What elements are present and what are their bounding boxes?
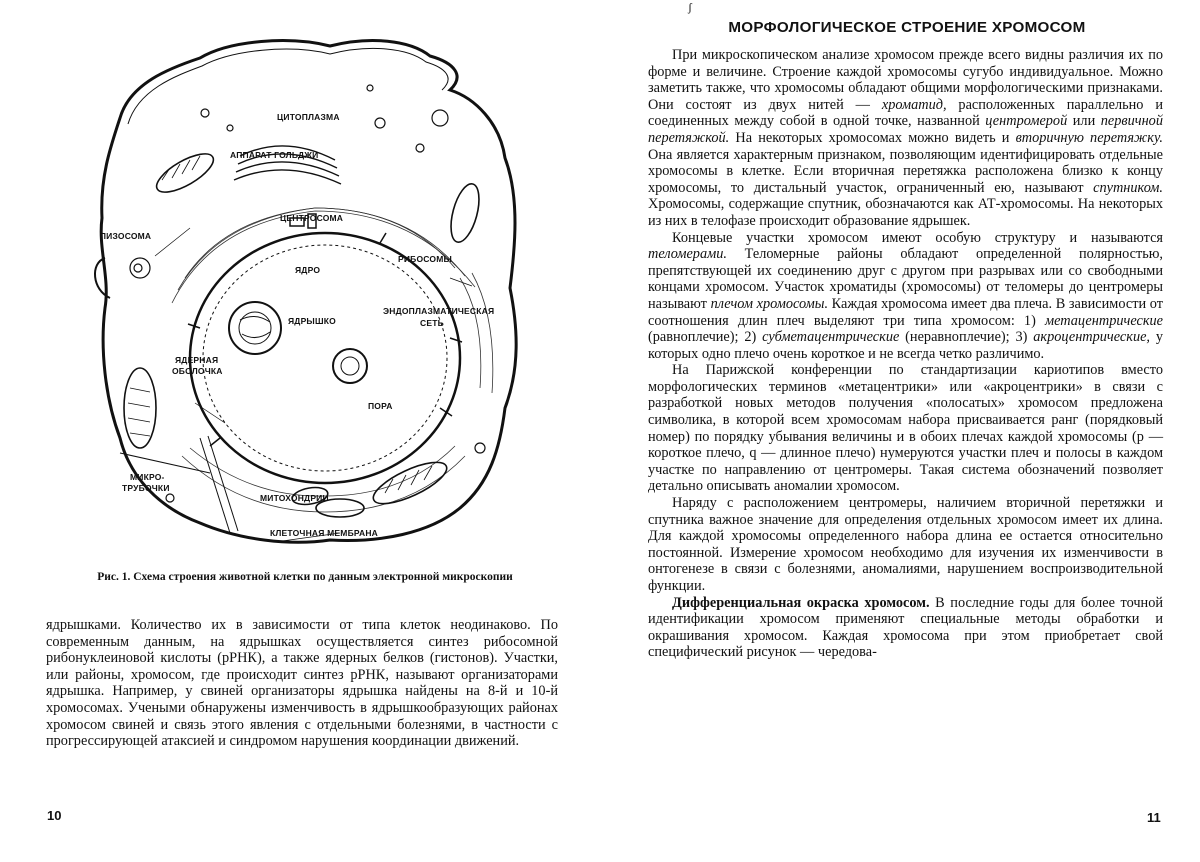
paragraph-3: На Парижской конференции по стандартизации кариотипов вместо морфологических терминов «метацентрики» или «акроцентрики» в связи с разработкой новых методов получения «полосатых» хромосом предложена символика, в которой всем хромосомам набора присваивается ранг (порядковый номер) по порядку убывания величины и в обоих плечах каждой хромосомы (р — короткое плечо, q — длинное плечо) нумеруются участки плеч и полосы в каждом участке по направлению от центромеры. Такая система обозначений позволяет детально описывать аномалии хромосом. [648, 362, 1163, 495]
paragraph-5: Дифференциальная окраска хромосом. В последние годы для более точной идентификации хромосом применяют специальные методы обработки и окрашивания хромосом. Каждая хромосома при этом приобретает свой специфический рисунок — чередова- [648, 594, 1164, 661]
subheading-differential-staining: Дифференциальная окраска хромосом. [672, 594, 930, 611]
page-number-right: 11 [1147, 810, 1161, 825]
label-microtubules-line2: ТРУБОЧКИ [122, 483, 170, 493]
label-cytoplasm: ЦИТОПЛАЗМА [277, 112, 340, 122]
cell-diagram-figure [80, 28, 530, 558]
nucleolus-1 [229, 302, 281, 354]
paragraph-2: Концевые участки хромосом имеют особую структуру и называются теломерами. Теломерные районы обладают определенной полярностью, препятствующей их соединению друг с другом при разрывах или со свободными концами хромосом. Участок хроматиды (хромосомы) от теломеры до центромеры называют плечом хромосомы. Каждая хромосома имеет два плеча. В зависимости от соотношения длин плеч выделяют три типа хромосом: 1) метацентрические (равноплечие); 2) субметацентрические (неравноплечие); 3) акроцентрические, у которых одно плечо очень короткое и не всегда четко различимо. [648, 229, 1163, 362]
label-er-line1: ЭНДОПЛАЗМАТИЧЕСКАЯ [383, 306, 495, 316]
label-membrane: КЛЕТОЧНАЯ МЕМБРАНА [270, 528, 379, 538]
label-er-line2: СЕТЬ [420, 318, 444, 328]
label-centrosome: ЦЕНТРОСОМА [280, 213, 344, 223]
label-golgi: АППАРАТ ГОЛЬДЖИ [230, 150, 319, 160]
label-nucleolus: ЯДРЫШКО [288, 316, 336, 326]
page-number-left: 10 [47, 808, 62, 823]
nucleus-envelope [190, 233, 460, 483]
left-paragraph: ядрышками. Количество их в зависимости от типа клеток неодинаково. По современным данным, на ядрышках осуществляется синтез рибосомной рибонуклеиновой кислоты (рРНК), а также ядерных белков (гистонов). Участки, или районы, хромосом, где происходит синтез рРНК, называют организаторами ядрышка. Например, у свиней организаторы ядрышка найдены на 8-й и 10-й хромосомах. Учеными обнаружены изменчивость в ядрышкообразующих районах хромосом свиней и связь этого явления с отдельными болезнями, в частности с прогрессирующей атаксией и синдромом нарушения координации движений. [46, 617, 558, 750]
mitochondria-group [124, 147, 484, 517]
label-envelope-line1: ЯДЕРНАЯ [175, 355, 219, 365]
label-microtubules-line1: МИКРО- [130, 472, 165, 482]
label-pore: ПОРА [368, 401, 393, 411]
label-ribosomes: РИБОСОМЫ [398, 254, 453, 264]
right-body-text [648, 47, 1163, 661]
paragraph-1: При микроскопическом анализе хромосом прежде всего видны различия их по форме и величине. Строение каждой хромосомы сугубо индивидуальное. Можно заметить также, что хромосомы обладают общими морфологическими признаками. Они состоят из двух нитей — хроматид, расположенных параллельно и соединенных между собой в одной точке, названной центромерой или первичной перетяжкой. На некоторых хромосомах можно видеть и вторичную перетяжку. Она является характерным признаком, позволяющим идентифицировать отдельные хромосомы в клетке. Если вторичная перетяжка расположена близко к концу хромосомы, то дистальный участок, ограниченный ею, называют спутником. Хромосомы, содержащие спутник, обозначаются как АТ-хромосомы. На некоторых из них в телофазе происходит образование ядрышек. [648, 47, 1164, 229]
cell-diagram [80, 28, 530, 558]
paragraph-4: Наряду с расположением центромеры, наличием вторичной перетяжки и спутника важное значение для определения отдельных хромосом имеет их длина. Для каждой хромосомы определенного набора длина ее остается относительно постоянной. Измерение хромосом необходимо для изучения их изменчивости в онтогенезе в связи с болезнями, аномалиями, нарушением воспроизводительной функции. [648, 495, 1163, 594]
label-lysosome: ЛИЗОСОМА [100, 231, 152, 241]
figure-caption: Рис. 1. Схема строения животной клетки по данным электронной микроскопии [97, 571, 513, 583]
label-envelope-line2: ОБОЛОЧКА [172, 366, 223, 376]
margin-mark: ʃ [688, 0, 692, 14]
label-mitochondria: МИТОХОНДРИИ [260, 493, 329, 503]
label-nucleus: ЯДРО [295, 265, 321, 275]
left-body-text [46, 617, 558, 750]
section-heading: МОРФОЛОГИЧЕСКОЕ СТРОЕНИЕ ХРОМОСОМ [728, 19, 1086, 36]
nucleolus-2 [333, 349, 367, 383]
